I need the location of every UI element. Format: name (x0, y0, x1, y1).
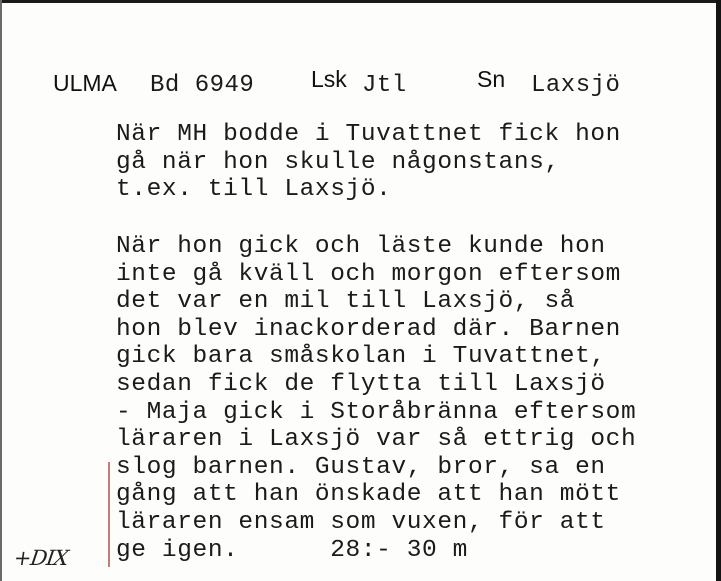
card-left-border (0, 0, 2, 581)
record-number: Bd 6949 (150, 72, 255, 99)
text-line: ge igen. 28:- 30 m (116, 536, 468, 564)
paragraph-1 (116, 121, 621, 204)
text-line: t.ex. till Laxsjö. (116, 176, 392, 204)
text-line: läraren i Laxsjö var så ettrig och (116, 426, 637, 454)
text-line: inte gå kväll och morgon eftersom (116, 260, 621, 288)
text-line: gång att han önskade att han mött (116, 481, 621, 509)
parish-label: Lsk (311, 66, 347, 92)
text-line: - Maja gick i Storåbränna eftersom (116, 398, 637, 426)
handwritten-mark: +DIX (12, 546, 70, 570)
text-line: slog barnen. Gustav, bror, sa en (116, 453, 606, 481)
card-top-border (0, 0, 721, 3)
text-line: När MH bodde i Tuvattnet fick hon (116, 121, 621, 148)
text-line: När hon gick och läste kunde hon (116, 233, 606, 260)
card-right-border (716, 0, 721, 581)
paragraph-2 (116, 233, 636, 564)
district-value: Laxsjö (531, 72, 621, 99)
text-line: läraren ensam som vuxen, för att (116, 508, 606, 536)
text-line: hon blev inackorderad där. Barnen (116, 315, 621, 343)
district-label: Sn (477, 66, 506, 92)
text-line: sedan fick de flytta till Laxsjö (116, 370, 606, 398)
parish-value: Jtl (362, 72, 407, 99)
text-line: det var en mil till Laxsjö, så (116, 288, 576, 316)
margin-mark (108, 462, 110, 567)
text-line: gå när hon skulle någonstans, (116, 148, 560, 176)
text-line: gick bara småskolan i Tuvattnet, (116, 343, 606, 371)
archive-label: ULMA (53, 70, 117, 96)
